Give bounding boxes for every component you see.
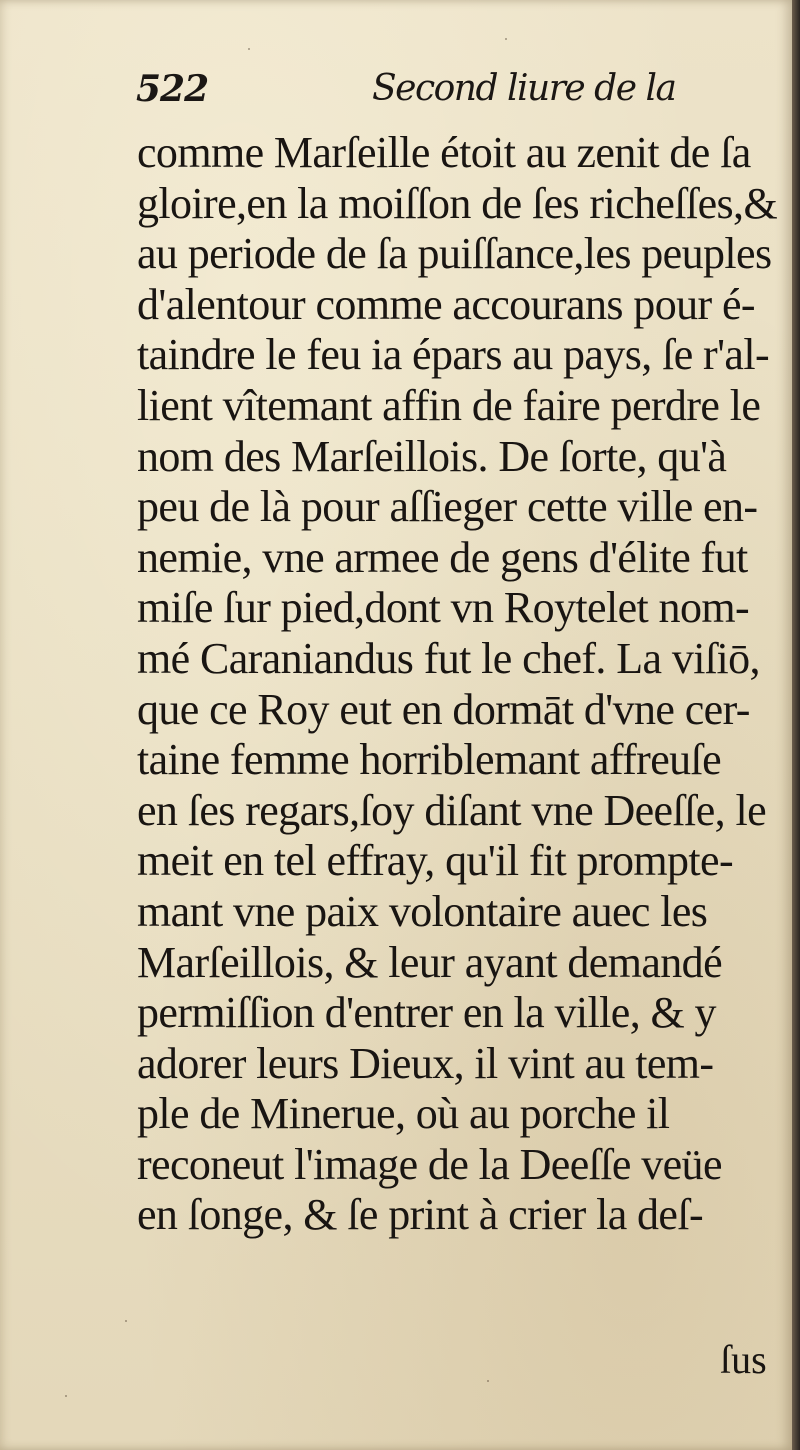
text-line: ple de Minerue, où au porche il xyxy=(137,1089,670,1139)
page-edge xyxy=(792,0,800,1450)
text-line: lient vîtemant affin de faire perdre le xyxy=(137,380,761,430)
running-head xyxy=(136,62,756,122)
catchword: ſus xyxy=(720,1337,767,1382)
paper-speck xyxy=(505,38,507,40)
text-line: mé Caraniandus fut le chef. La viſiō, xyxy=(137,633,760,683)
text-line: au periode de ſa puiſſance,les peuples xyxy=(137,229,772,279)
page-number: 522 xyxy=(136,68,209,110)
text-line: nom des Marſeillois. De ſorte, qu'à xyxy=(137,431,727,481)
text-line: reconeut l'image de la Deeſſe veüe xyxy=(137,1139,722,1189)
text-line: taine femme horriblemant affreuſe xyxy=(137,735,722,785)
text-line: taindre le feu ia épars au pays, ſe r'al- xyxy=(137,330,770,380)
text-line: peu de là pour aſſieger cette ville en- xyxy=(137,482,758,532)
text-line: nemie, vne armee de gens d'élite fut xyxy=(137,532,748,582)
text-line: que ce Roy eut en dormāt d'vne cer- xyxy=(137,684,750,734)
text-line: permiſſion d'entrer en la ville, & y xyxy=(137,988,716,1038)
paper-speck xyxy=(65,1395,67,1397)
text-line: meit en tel effray, qu'il fit prompte- xyxy=(137,836,734,886)
text-line: miſe ſur pied,dont vn Roytelet nom- xyxy=(137,583,750,633)
text-line: d'alentour comme accourans pour é- xyxy=(137,279,755,329)
text-line: en ſonge, & ſe print à crier la deſ- xyxy=(137,1190,704,1240)
paper-speck xyxy=(125,1320,127,1322)
text-line: adorer leurs Dieux, il vint au tem- xyxy=(137,1038,714,1088)
body-text xyxy=(137,128,797,1241)
text-line: mant vne paix volontaire auec les xyxy=(137,886,708,936)
text-line: comme Marſeille étoit au zenit de ſa xyxy=(137,128,751,177)
text-line: Marſeillois, & leur ayant demandé xyxy=(137,937,723,987)
text-line: gloire,en la moiſſon de ſes richeſſes,& xyxy=(137,178,778,228)
paper-speck xyxy=(248,48,250,50)
running-title: Second liure de la xyxy=(372,68,676,109)
paper-speck xyxy=(487,1380,489,1382)
text-line: en ſes regars,ſoy diſant vne Deeſſe, le xyxy=(137,785,767,835)
